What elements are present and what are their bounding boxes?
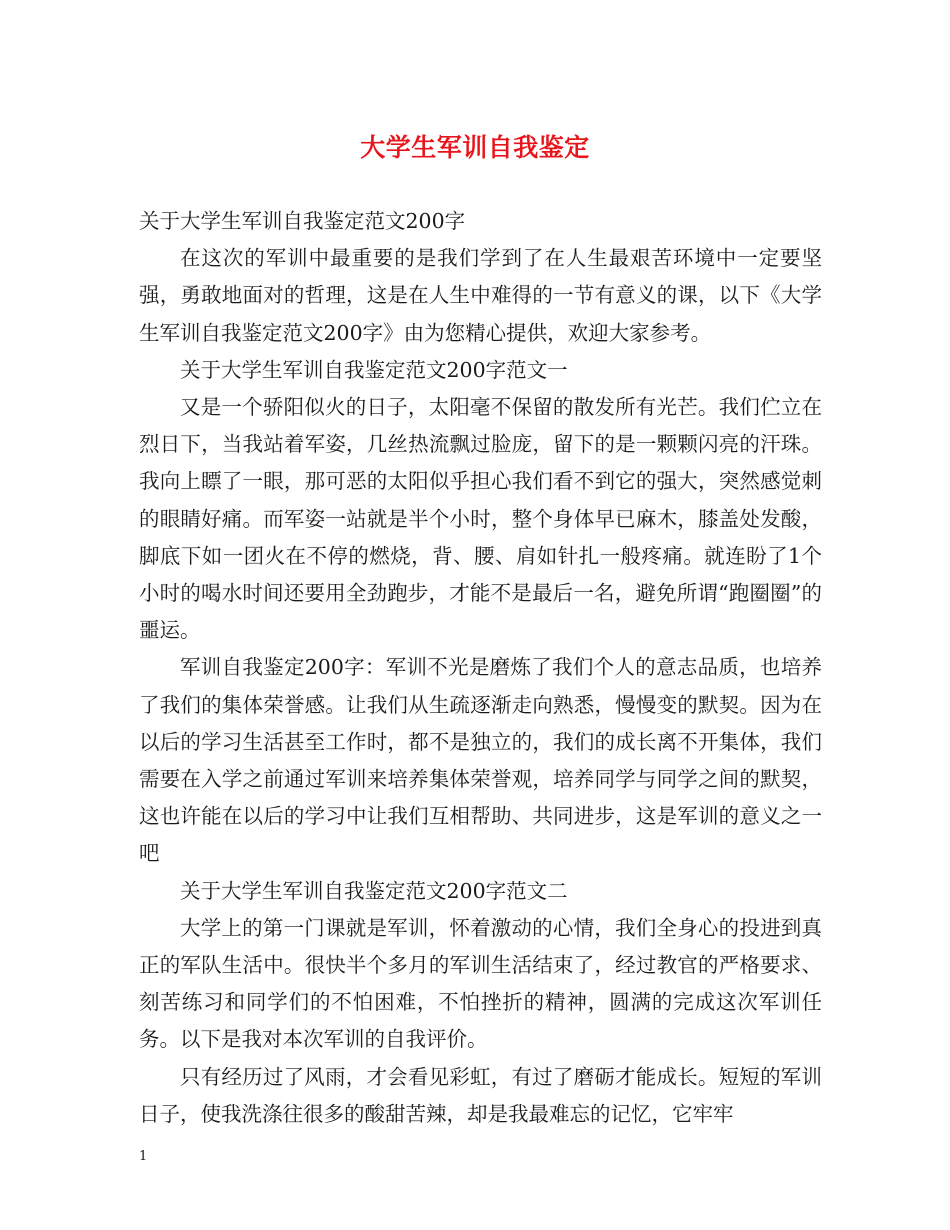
paragraph: 大学上的第一门课就是军训，怀着激动的心情，我们全身心的投进到真正的军队生活中。很快半个多月的军训生活结束了，经过教官的严格要求、刻苦练习和同学们的不怕困难，不怕挫折的精神，圆满的完成这次军训任务。以下是我对本次军训的自我评价。 — [139, 915, 822, 1052]
paragraph: 关于大学生军训自我鉴定范文200字范文二 — [180, 878, 568, 903]
paragraph: 关于大学生军训自我鉴定范文200字范文一 — [180, 357, 568, 382]
page-number: 1 — [139, 1149, 148, 1164]
document-body — [139, 203, 822, 1133]
paragraph: 关于大学生军训自我鉴定范文200字 — [139, 209, 466, 233]
document-title: 大学生军训自我鉴定 — [360, 133, 590, 162]
paragraph: 军训自我鉴定200字：军训不光是磨炼了我们个人的意志品质，也培养了我们的集体荣誉感。让我们从生疏逐渐走向熟悉，慢慢变的默契。因为在以后的学习生活甚至工作时，都不是独立的，我们的成长离不开集体，我们需要在入学之前通过军训来培养集体荣誉观，培养同学与同学之间的默契，这也许能在以后的学习中让我们互相帮助、共同进步，这是军训的意义之一吧 — [139, 655, 822, 866]
paragraph: 只有经历过了风雨，才会看见彩虹，有过了磨砺才能成长。短短的军训日子，使我洗涤往很多的酸甜苦辣，却是我最难忘的记忆，它牢牢 — [139, 1064, 822, 1126]
paragraph: 又是一个骄阳似火的日子，太阳毫不保留的散发所有光芒。我们伫立在烈日下，当我站着军姿，几丝热流飘过脸庞，留下的是一颗颗闪亮的汗珠。我向上瞟了一眼，那可恶的太阳似乎担心我们看不到它的强大，突然感觉刺的眼睛好痛。而军姿一站就是半个小时，整个身体早已麻木，膝盖处发酸，脚底下如一团火在不停的燃烧，背、腰、肩如针扎一般疼痛。就连盼了1个小时的喝水时间还要用全劲跑步，才能不是最后一名，避免所谓“跑圈圈”的噩运。 — [139, 395, 822, 643]
paragraph: 在这次的军训中最重要的是我们学到了在人生最艰苦环境中一定要坚强，勇敢地面对的哲理，这是在人生中难得的一节有意义的课，以下《大学生军训自我鉴定范文200字》由为您精心提供，欢迎大家参考。 — [139, 246, 822, 345]
